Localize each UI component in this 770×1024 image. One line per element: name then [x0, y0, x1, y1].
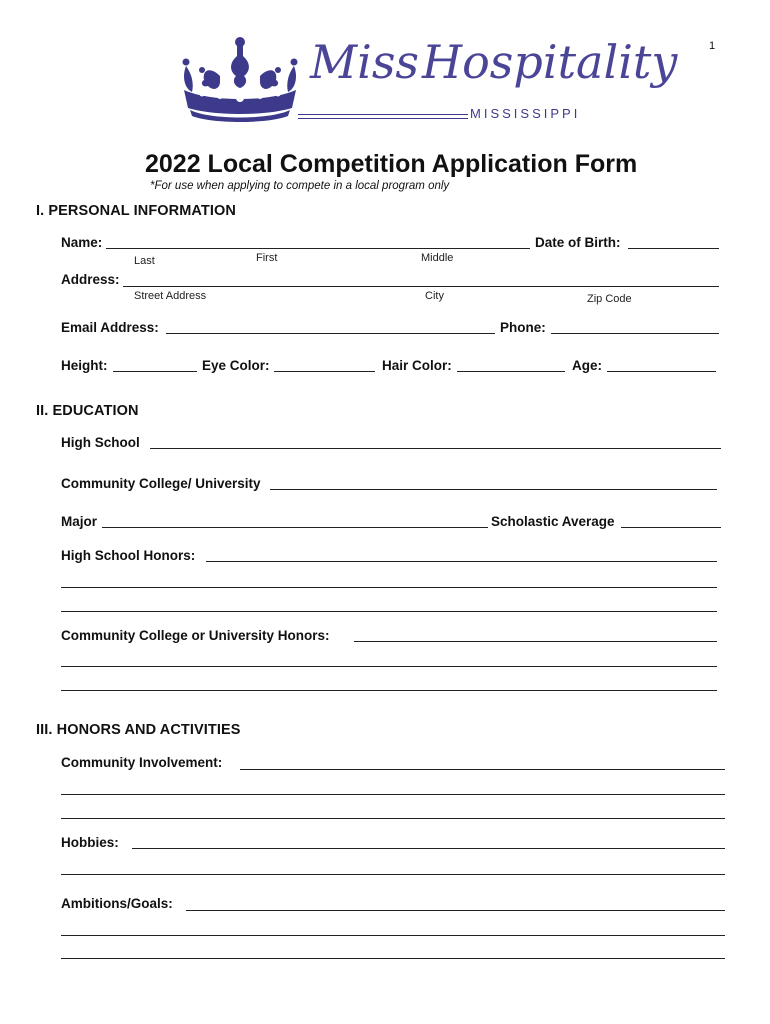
ambitions-line-3[interactable]	[61, 958, 725, 959]
name-label: Name:	[61, 235, 103, 250]
logo-word-miss: Miss	[310, 35, 420, 89]
community-involvement-field[interactable]	[240, 769, 725, 770]
phone-label: Phone:	[500, 320, 546, 335]
college-field[interactable]	[270, 489, 717, 490]
ambitions-line-2[interactable]	[61, 935, 725, 936]
dob-field[interactable]	[628, 248, 719, 249]
hs-honors-label: High School Honors:	[61, 548, 196, 563]
college-honors-label: Community College or University Honors:	[61, 628, 330, 643]
page-title: 2022 Local Competition Application Form	[145, 150, 638, 178]
hobbies-field[interactable]	[132, 848, 725, 849]
street-sublabel: Street Address	[134, 290, 207, 302]
section-heading-honors: III. HONORS AND ACTIVITIES	[36, 722, 241, 738]
hair-color-field[interactable]	[457, 371, 565, 372]
high-school-label: High School	[61, 435, 140, 450]
hs-honors-field[interactable]	[206, 561, 717, 562]
height-field[interactable]	[113, 371, 197, 372]
logo-underline	[298, 114, 468, 115]
ambitions-label: Ambitions/Goals:	[61, 896, 173, 911]
hair-color-label: Hair Color:	[382, 358, 452, 373]
hobbies-label: Hobbies:	[61, 835, 119, 850]
high-school-field[interactable]	[150, 448, 721, 449]
logo-state: MISSISSIPPI	[470, 106, 581, 121]
college-honors-field[interactable]	[354, 641, 717, 642]
section-heading-personal: I. PERSONAL INFORMATION	[36, 203, 236, 219]
name-field[interactable]	[106, 248, 530, 249]
city-sublabel: City	[425, 290, 444, 302]
hs-honors-line-2[interactable]	[61, 587, 717, 588]
age-label: Age:	[572, 358, 602, 373]
eye-color-field[interactable]	[274, 371, 375, 372]
college-honors-line-3[interactable]	[61, 690, 717, 691]
scholastic-average-field[interactable]	[621, 527, 721, 528]
logo-underline-2	[298, 118, 468, 119]
logo-word-hospitality: Hospitality	[422, 35, 678, 89]
community-involvement-line-2[interactable]	[61, 794, 725, 795]
community-involvement-label: Community Involvement:	[61, 755, 223, 770]
eye-color-label: Eye Color:	[202, 358, 270, 373]
address-field[interactable]	[123, 286, 719, 287]
dob-label: Date of Birth:	[535, 235, 621, 250]
email-field[interactable]	[166, 333, 495, 334]
major-label: Major	[61, 514, 98, 529]
college-label: Community College/ University	[61, 476, 261, 491]
middle-name-sublabel: Middle	[421, 252, 454, 264]
address-label: Address:	[61, 272, 120, 287]
height-label: Height:	[61, 358, 108, 373]
page-number: 1	[709, 40, 716, 52]
major-field[interactable]	[102, 527, 488, 528]
college-honors-line-2[interactable]	[61, 666, 717, 667]
section-heading-education: II. EDUCATION	[36, 403, 139, 419]
last-name-sublabel: Last	[134, 255, 155, 267]
hobbies-line-2[interactable]	[61, 874, 725, 875]
crown-icon	[180, 36, 300, 122]
ambitions-field[interactable]	[186, 910, 725, 911]
first-name-sublabel: First	[256, 252, 278, 264]
scholastic-average-label: Scholastic Average	[491, 514, 615, 529]
age-field[interactable]	[607, 371, 716, 372]
phone-field[interactable]	[551, 333, 719, 334]
email-label: Email Address:	[61, 320, 159, 335]
community-involvement-line-3[interactable]	[61, 818, 725, 819]
hs-honors-line-3[interactable]	[61, 611, 717, 612]
subtitle-note: *For use when applying to compete in a local program only	[150, 180, 450, 192]
zip-sublabel: Zip Code	[587, 293, 632, 305]
